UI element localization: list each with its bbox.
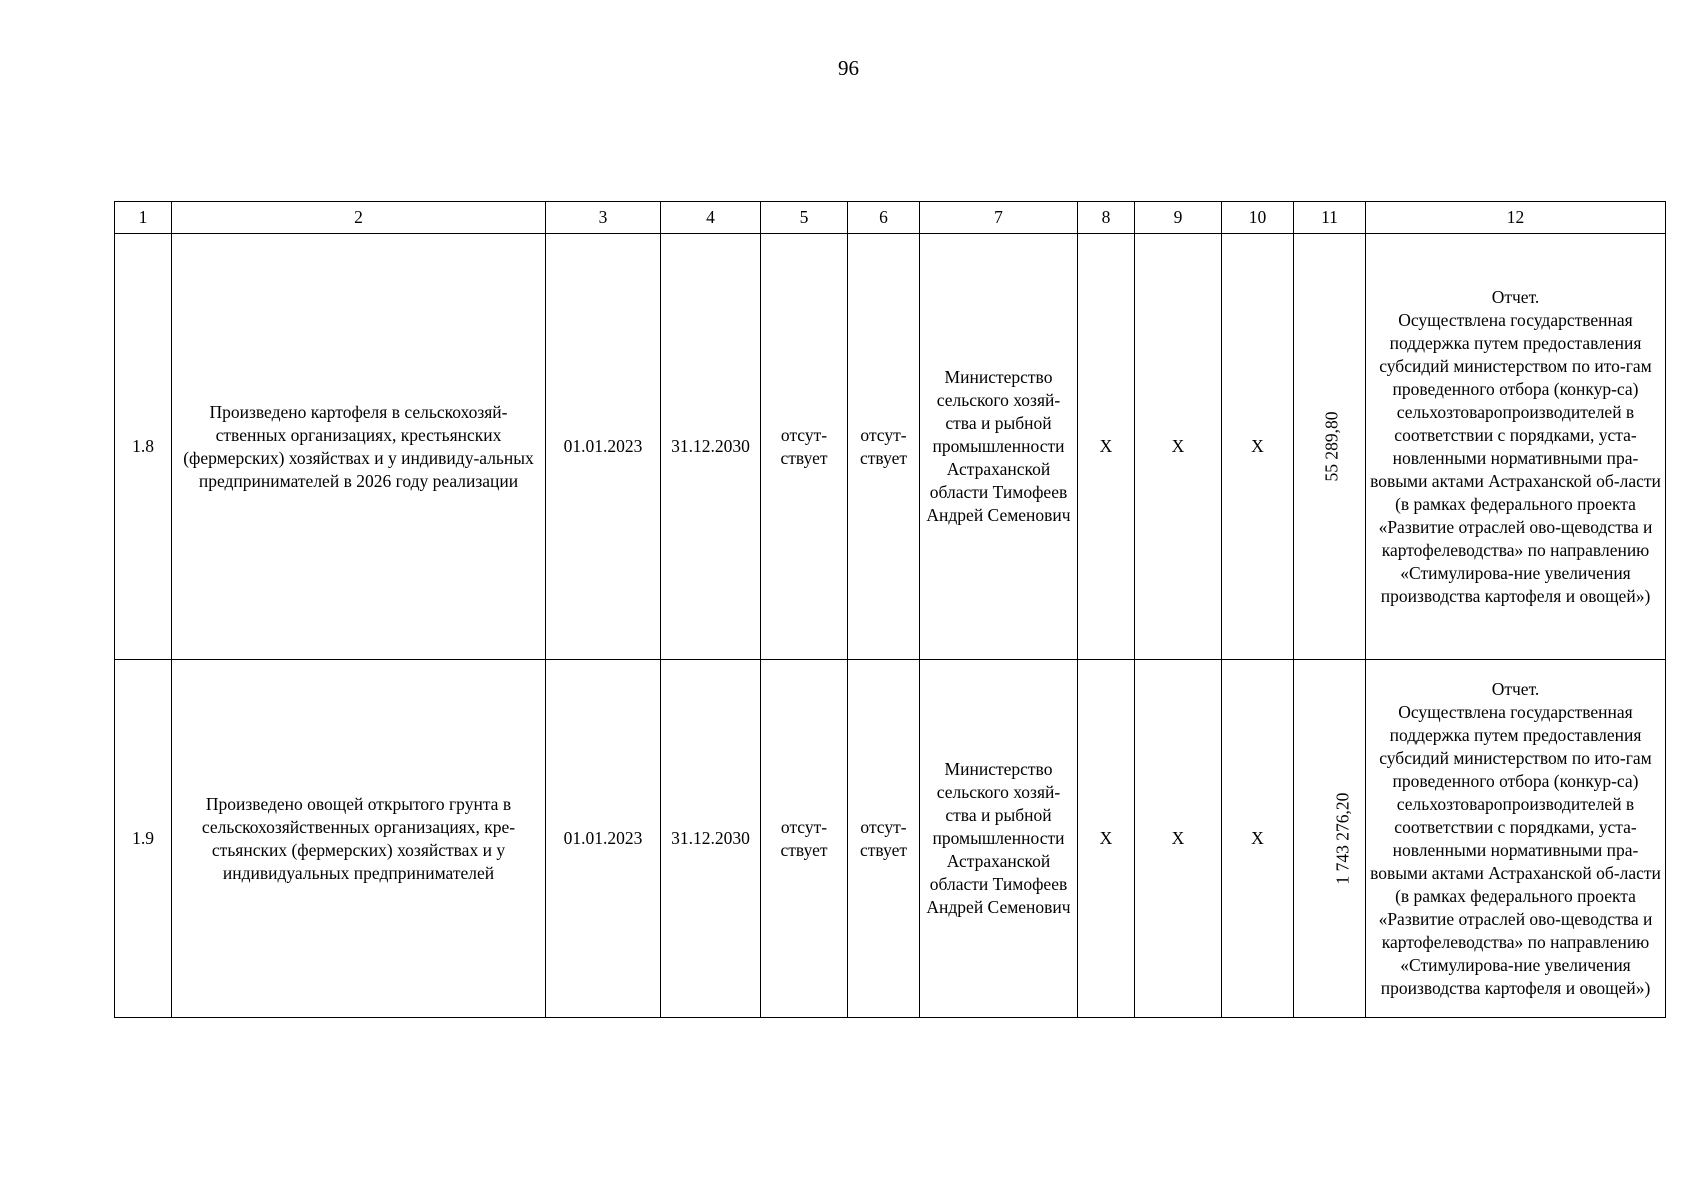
row-description: Произведено овощей открытого грунта в сельскохозяйственных организациях, кре-стьянских (фермерских) хозяйствах и у индивидуальных предпринимателей <box>172 660 546 1018</box>
col8-value: X <box>1078 234 1135 660</box>
col6-value: отсут-ствует <box>848 234 920 660</box>
header-cell: 9 <box>1135 202 1222 234</box>
note-text: Осуществлена государственная поддержка путем предоставления субсидий министерством по ито-гам проведенного отбора (конкур-са) сельхозтоваропроизводителей в соответствии с порядками, уста-новленными нормативными пра-вовыми актами Астраханской об-ласти (в рамках федерального проекта «Развитие отраслей ово-щеводства и картофелеводства» по направлению «Стимулирова-ние увеличения производства картофеля и овощей») <box>1370 701 1661 998</box>
header-cell: 3 <box>546 202 661 234</box>
amount-cell <box>1294 660 1366 1018</box>
header-cell: 12 <box>1366 202 1666 234</box>
header-cell: 5 <box>761 202 848 234</box>
end-date: 31.12.2030 <box>661 234 761 660</box>
note-cell <box>1366 660 1666 1018</box>
col6-value: отсут-ствует <box>848 660 920 1018</box>
responsible: Министерство сельского хозяй-ства и рыбной промышленности Астраханской области Тимофеев Андрей Семенович <box>920 234 1078 660</box>
col5-value: отсут-ствует <box>761 234 848 660</box>
page-number: 96 <box>838 56 859 80</box>
amount-value: 1 743 276,20 <box>1332 792 1353 885</box>
col5-value: отсут-ствует <box>761 660 848 1018</box>
amount-cell <box>1294 234 1366 660</box>
header-cell: 1 <box>115 202 172 234</box>
header-cell: 7 <box>920 202 1078 234</box>
note-title: Отчет. <box>1491 678 1540 699</box>
col10-value: X <box>1222 660 1294 1018</box>
start-date: 01.01.2023 <box>546 660 661 1018</box>
row-description: Произведено картофеля в сельскохозяй-ственных организациях, крестьянских (фермерских) хозяйствах и у индивиду-альных предпринимателей в 2026 году реализации <box>172 234 546 660</box>
report-table <box>114 201 1666 1018</box>
header-row <box>115 202 1666 234</box>
end-date: 31.12.2030 <box>661 660 761 1018</box>
header-cell: 4 <box>661 202 761 234</box>
table-row <box>115 234 1666 660</box>
row-number: 1.9 <box>115 660 172 1018</box>
header-cell: 6 <box>848 202 920 234</box>
col8-value: X <box>1078 660 1135 1018</box>
note-cell <box>1366 234 1666 660</box>
col9-value: X <box>1135 660 1222 1018</box>
responsible: Министерство сельского хозяй-ства и рыбной промышленности Астраханской области Тимофеев Андрей Семенович <box>920 660 1078 1018</box>
col9-value: X <box>1135 234 1222 660</box>
row-number: 1.8 <box>115 234 172 660</box>
start-date: 01.01.2023 <box>546 234 661 660</box>
amount-value: 55 289,80 <box>1321 411 1342 482</box>
note-text: Осуществлена государственная поддержка путем предоставления субсидий министерством по ито-гам проведенного отбора (конкур-са) сельхозтоваропроизводителей в соответствии с порядками, уста-новленными нормативными пра-вовыми актами Астраханской об-ласти (в рамках федерального проекта «Развитие отраслей ово-щеводства и картофелеводства» по направлению «Стимулирова-ние увеличения производства картофеля и овощей») <box>1370 309 1661 606</box>
table-row <box>115 660 1666 1018</box>
header-cell: 10 <box>1222 202 1294 234</box>
header-cell: 2 <box>172 202 546 234</box>
header-cell: 8 <box>1078 202 1135 234</box>
header-cell: 11 <box>1294 202 1366 234</box>
col10-value: X <box>1222 234 1294 660</box>
note-title: Отчет. <box>1491 286 1540 307</box>
